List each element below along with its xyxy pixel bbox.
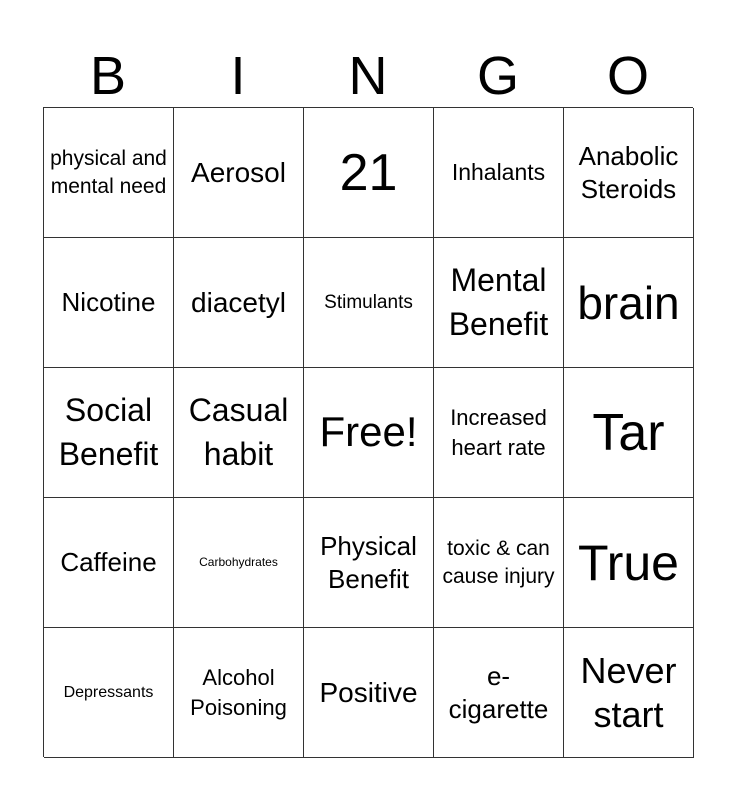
bingo-cell[interactable] — [44, 368, 174, 498]
bingo-cell[interactable] — [434, 108, 564, 238]
bingo-cell[interactable] — [304, 628, 434, 758]
cell-text: Increased heart rate — [450, 404, 547, 460]
bingo-cell[interactable] — [304, 238, 434, 368]
cell-text: Stimulants — [324, 291, 413, 313]
cell-text: diacetyl — [191, 287, 286, 318]
bingo-cell[interactable] — [304, 498, 434, 628]
cell-text: Tar — [592, 403, 665, 462]
bingo-cell[interactable] — [44, 498, 174, 628]
bingo-cell[interactable] — [304, 108, 434, 238]
bingo-cell[interactable] — [174, 498, 304, 628]
bingo-cell[interactable] — [564, 628, 694, 758]
header-letter-b: B — [89, 46, 127, 106]
bingo-cell[interactable] — [174, 368, 304, 498]
header-letter-i: I — [230, 46, 246, 106]
cell-text: Positive — [319, 677, 418, 708]
cell-text: Free! — [319, 408, 418, 456]
cell-text: Physical Benefit — [320, 531, 417, 594]
bingo-cell[interactable] — [564, 238, 694, 368]
bingo-board — [43, 107, 693, 757]
header-letter-n: N — [348, 46, 388, 106]
bingo-cell[interactable] — [44, 628, 174, 758]
cell-text: 21 — [339, 143, 398, 202]
bingo-header — [43, 44, 693, 108]
cell-text: brain — [577, 276, 680, 329]
cell-text: Mental Benefit — [448, 262, 549, 342]
cell-text: physical and mental need — [50, 147, 167, 198]
bingo-cell[interactable] — [174, 108, 304, 238]
bingo-cell[interactable] — [564, 368, 694, 498]
bingo-cell[interactable] — [174, 628, 304, 758]
cell-text: Alcohol Poisoning — [190, 664, 287, 720]
bingo-cell[interactable] — [434, 498, 564, 628]
header-letter-g: G — [476, 46, 519, 106]
bingo-cell[interactable] — [564, 108, 694, 238]
bingo-cell[interactable] — [434, 238, 564, 368]
cell-text: Aerosol — [191, 157, 286, 188]
bingo-cell[interactable] — [564, 498, 694, 628]
bingo-cell[interactable] — [44, 238, 174, 368]
cell-text: Caffeine — [60, 547, 157, 578]
bingo-cell[interactable] — [174, 238, 304, 368]
cell-text: Social Benefit — [58, 392, 159, 472]
free-space-cell[interactable] — [304, 368, 434, 498]
cell-text: Inhalants — [451, 159, 546, 186]
cell-text: e-cigarette — [448, 661, 549, 724]
cell-text: Casual habit — [188, 392, 289, 472]
header-letter-o: O — [606, 46, 649, 106]
bingo-cell[interactable] — [434, 628, 564, 758]
cell-text: True — [578, 534, 679, 591]
bingo-cell[interactable] — [44, 108, 174, 238]
cell-text: Carbohydrates — [199, 555, 278, 570]
cell-text: Anabolic Steroids — [578, 141, 679, 204]
cell-text: toxic & can cause injury — [442, 537, 555, 588]
cell-text: Nicotine — [61, 287, 156, 318]
bingo-cell[interactable] — [434, 368, 564, 498]
cell-text: Never start — [580, 650, 677, 735]
cell-text: Depressants — [63, 683, 154, 701]
